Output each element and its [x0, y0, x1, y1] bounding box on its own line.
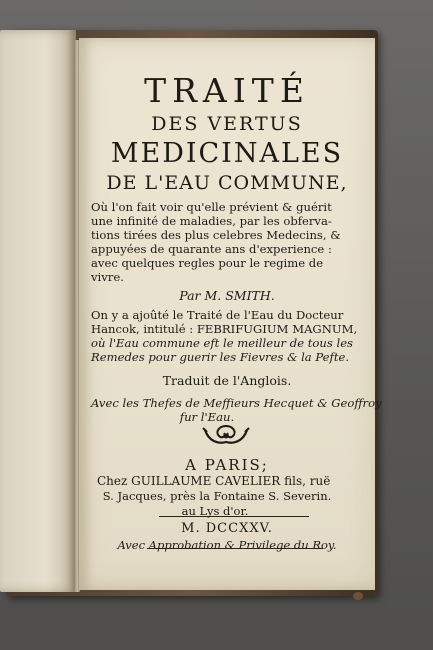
publisher-line: Chez GUILLAUME CAVELIER fils, ruë — [97, 474, 331, 488]
description-line: vivre. — [91, 270, 124, 284]
left-page — [0, 30, 76, 592]
description-line: appuyées de quarante ans d'experience : — [91, 242, 332, 256]
title-line-3: MEDICINALES — [110, 138, 344, 169]
translated-line: Traduit de l'Anglois. — [162, 373, 292, 388]
theses-line: fur l'Eau. — [179, 410, 235, 424]
description-line: tions tirées des plus celebres Medecins, & — [91, 228, 341, 242]
place-line: A PARIS; — [185, 456, 269, 474]
publisher-line: S. Jacques, près la Fontaine S. Severin. — [102, 489, 332, 503]
author-line: Par M. SMITH. — [179, 288, 275, 303]
addition-line: où l'Eau commune eft le meilleur de tous les — [91, 336, 354, 350]
publisher-line: au Lys d'or. — [181, 504, 249, 518]
year-line: M. DCCXXV. — [181, 521, 273, 536]
privilege-line: Avec Approbation & Privilege du Roy. — [117, 538, 337, 552]
description-line: une infinité de maladies, par les obferva- — [91, 214, 332, 228]
top-rule — [159, 516, 309, 517]
paper-stain — [353, 592, 363, 600]
description-line: avec quelques regles pour le regime de — [91, 256, 324, 270]
theses-line: Avec les Thefes de Meffieurs Hecquet & Geoffroy — [91, 396, 382, 410]
title-line-1: TRAITÉ — [144, 71, 310, 110]
printer-ornament-icon — [199, 422, 253, 448]
addition-line: Hancok, intitulé : FEBRIFUGIUM MAGNUM, — [91, 322, 358, 336]
title-line-4: DE L'EAU COMMUNE, — [106, 172, 348, 194]
title-page — [79, 38, 382, 590]
title-line-2: DES VERTUS — [151, 113, 303, 135]
addition-line: On y a ajoûté le Traité de l'Eau du Docteur — [91, 308, 344, 322]
description-line: Où l'on fait voir qu'elle prévient & guérit — [91, 200, 332, 214]
addition-line: Remedes pour guerir les Fievres & la Pefte. — [91, 350, 350, 364]
